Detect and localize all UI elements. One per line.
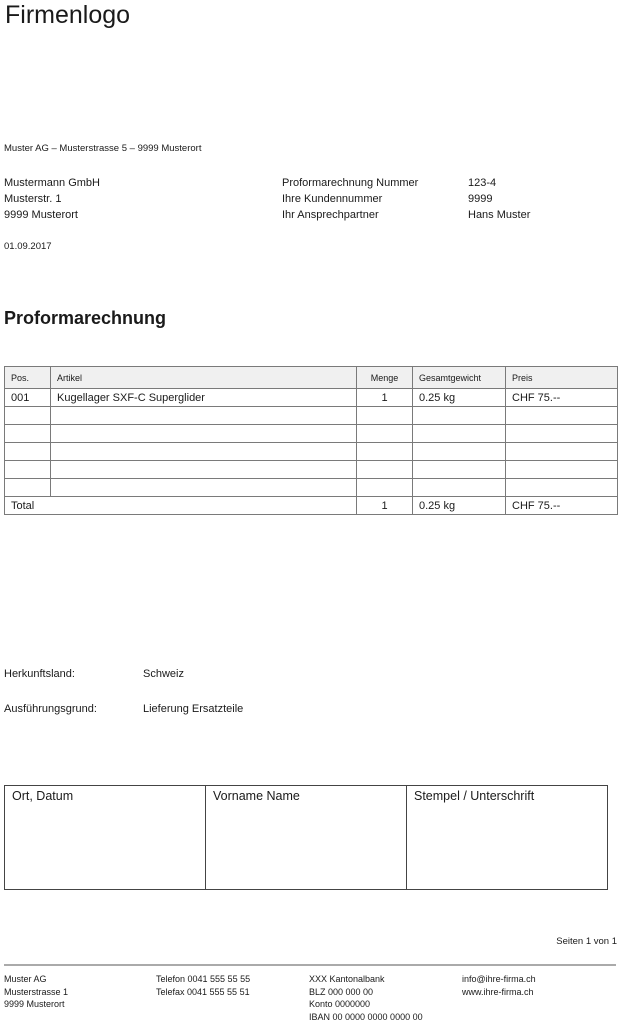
total-menge: 1 <box>357 497 413 515</box>
table-total-row <box>5 497 618 515</box>
table-row <box>5 443 618 461</box>
origin-country <box>4 668 184 680</box>
meta-value: Hans Muster <box>468 209 531 221</box>
cell-pos <box>5 407 51 425</box>
table-row <box>5 389 618 407</box>
meta-label: Ihre Kundennummer <box>282 193 383 205</box>
cell-artikel <box>51 443 357 461</box>
total-label: Total <box>5 497 357 515</box>
signature-stamp: Stempel / Unterschrift <box>407 786 608 890</box>
signature-name: Vorname Name <box>206 786 407 890</box>
cell-pos <box>5 461 51 479</box>
footer-divider <box>4 964 616 966</box>
meta-value: 123-4 <box>468 177 497 189</box>
cell-pos <box>5 479 51 497</box>
cell-preis <box>506 443 618 461</box>
company-logo: Firmenlogo <box>5 1 131 29</box>
cell-artikel <box>51 461 357 479</box>
footer-bank <box>309 973 423 1023</box>
total-gewicht: 0.25 kg <box>413 497 506 515</box>
meta-label: Proformarechnung Nummer <box>282 177 419 189</box>
cell-gewicht <box>413 461 506 479</box>
cell-pos <box>5 443 51 461</box>
cell-artikel <box>51 479 357 497</box>
table-row <box>5 461 618 479</box>
recipient-city: 9999 Musterort <box>4 209 78 221</box>
meta-invoice-number <box>282 175 530 191</box>
cell-menge <box>357 461 413 479</box>
signature-place-date: Ort, Datum <box>5 786 206 890</box>
cell-menge: 1 <box>357 389 413 407</box>
document-title: Proformarechnung <box>4 308 167 328</box>
execution-reason <box>4 703 243 715</box>
cell-pos: 001 <box>5 389 51 407</box>
footer-web <box>462 973 536 998</box>
signature-row <box>5 786 608 890</box>
cell-preis <box>506 479 618 497</box>
column-header-menge: Menge <box>357 367 413 389</box>
column-header-gewicht: Gesamtgewicht <box>413 367 506 389</box>
cell-gewicht <box>413 479 506 497</box>
footer-line: XXX Kantonalbank <box>309 974 385 984</box>
column-header-preis: Preis <box>506 367 618 389</box>
column-header-artikel: Artikel <box>51 367 357 389</box>
table-row <box>5 425 618 443</box>
footer-address <box>4 973 68 1011</box>
cell-pos <box>5 425 51 443</box>
cell-gewicht: 0.25 kg <box>413 389 506 407</box>
cell-artikel: Kugellager SXF-C Superglider <box>51 389 357 407</box>
cell-gewicht <box>413 443 506 461</box>
total-preis: CHF 75.-- <box>506 497 618 515</box>
cell-menge <box>357 425 413 443</box>
footer-line: Muster AG <box>4 974 47 984</box>
meta-label: Ihr Ansprechpartner <box>282 209 379 221</box>
footer-line: IBAN 00 0000 0000 0000 00 <box>309 1011 423 1022</box>
table-header-row <box>5 367 618 389</box>
cell-preis <box>506 461 618 479</box>
column-header-pos: Pos. <box>5 367 51 389</box>
footer-line: BLZ 000 000 00 <box>309 986 374 997</box>
cell-preis <box>506 407 618 425</box>
table-row <box>5 479 618 497</box>
meta-customer-number <box>282 191 530 207</box>
footer-email: info@ihre-firma.ch <box>462 974 536 984</box>
invoice-meta <box>282 175 530 223</box>
origin-value: Schweiz <box>143 668 184 680</box>
cell-menge <box>357 407 413 425</box>
reason-label: Ausführungsgrund: <box>4 703 97 715</box>
signature-table <box>4 785 608 890</box>
cell-gewicht <box>413 407 506 425</box>
cell-menge <box>357 443 413 461</box>
meta-value: 9999 <box>468 193 493 205</box>
recipient-company: Mustermann GmbH <box>4 177 100 189</box>
cell-artikel <box>51 407 357 425</box>
cell-preis <box>506 425 618 443</box>
cell-gewicht <box>413 425 506 443</box>
page-number: Seiten 1 von 1 <box>556 936 617 947</box>
sender-address-line: Muster AG – Musterstrasse 5 – 9999 Musterort <box>4 143 202 154</box>
items-table <box>4 366 618 515</box>
cell-preis: CHF 75.-- <box>506 389 618 407</box>
footer-line: 9999 Musterort <box>4 999 65 1009</box>
origin-label: Herkunftsland: <box>4 668 75 680</box>
recipient-address <box>4 175 100 223</box>
reason-value: Lieferung Ersatzteile <box>143 703 244 715</box>
invoice-date: 01.09.2017 <box>4 241 52 252</box>
footer-line: Telefax 0041 555 55 51 <box>156 986 250 997</box>
recipient-street: Musterstr. 1 <box>4 193 62 205</box>
cell-artikel <box>51 425 357 443</box>
footer-line: Musterstrasse 1 <box>4 986 69 997</box>
footer-website: www.ihre-firma.ch <box>462 986 534 997</box>
footer-line: Telefon 0041 555 55 55 <box>156 974 251 984</box>
meta-contact-person <box>282 207 530 223</box>
cell-menge <box>357 479 413 497</box>
footer-line: Konto 0000000 <box>309 999 371 1009</box>
footer-phone <box>156 973 250 998</box>
table-row <box>5 407 618 425</box>
